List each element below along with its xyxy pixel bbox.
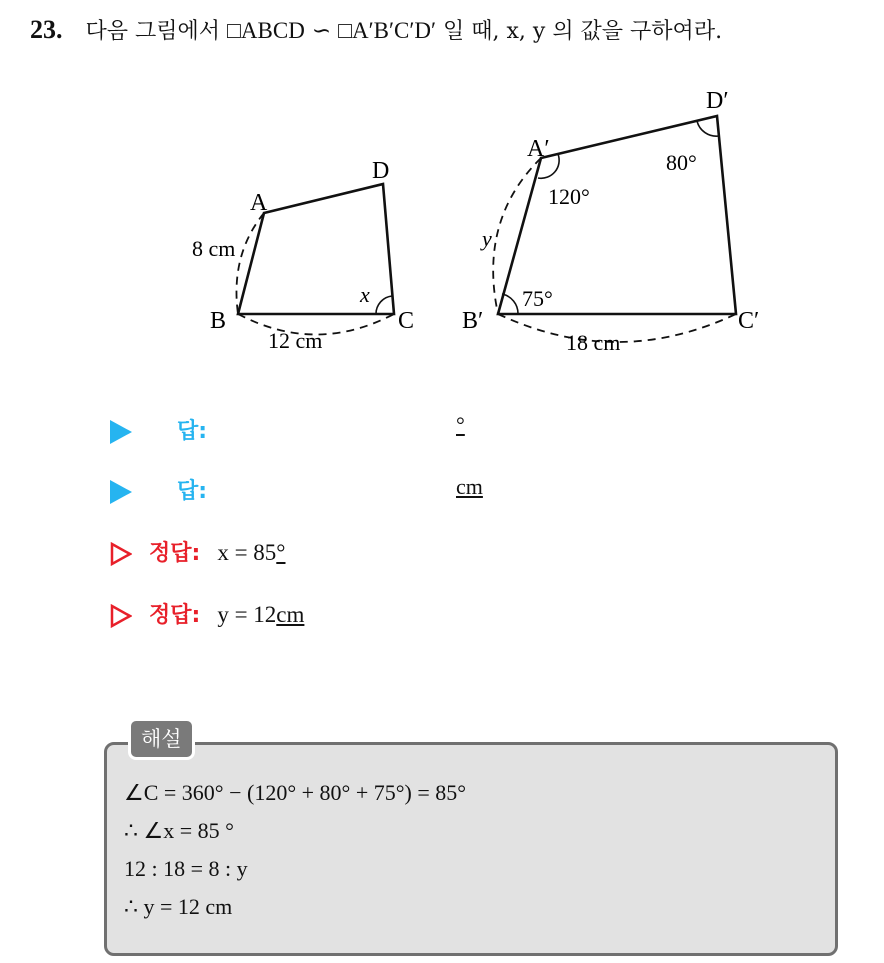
answer-label: 답: — [177, 479, 208, 504]
angle-d-prime-arc — [697, 121, 719, 136]
label-B-prime: B′ — [462, 308, 484, 334]
label-D-prime: D′ — [706, 88, 729, 114]
correct-arrow-icon — [110, 604, 132, 628]
label-angle-80: 80° — [666, 150, 697, 175]
label-C-prime: C′ — [738, 308, 760, 334]
label-A: A — [250, 190, 268, 216]
label-angle-120: 120° — [548, 184, 590, 209]
correct-expr: x = 85 — [217, 540, 277, 565]
question-text-prefix: 다음 그림에서 — [85, 19, 221, 44]
solution-line-1: ∠C = 360° − (120° + 80° + 75°) = 85° — [124, 780, 467, 805]
correct-arrow-icon — [110, 542, 132, 566]
correct-row-2 — [110, 598, 304, 629]
correct-label: 정답: — [149, 541, 201, 566]
label-angle-75: 75° — [522, 286, 553, 311]
label-side-ab: 8 cm — [192, 236, 236, 261]
quadrilateral-figure — [180, 80, 780, 370]
solution-line-3: 12 : 18 = 8 : y — [124, 856, 248, 881]
quad-abcd-prime: □A′B′C′D′ — [338, 18, 437, 43]
question-number: 23. — [30, 15, 63, 44]
label-angle-x: x — [360, 282, 370, 307]
correct-unit: cm — [276, 602, 305, 627]
label-D: D — [372, 158, 390, 184]
answer-unit: ° — [456, 412, 465, 437]
answer-label: 답: — [177, 419, 208, 444]
label-C: C — [398, 308, 415, 334]
correct-row-1 — [110, 536, 286, 567]
solution-box — [104, 742, 838, 956]
answer-blank-1[interactable] — [456, 412, 465, 438]
angle-c-arc — [376, 296, 392, 314]
quad-abcd: □ABCD — [227, 18, 305, 43]
solution-line-4: ∴ y = 12 cm — [124, 894, 233, 919]
label-side-y: y — [482, 226, 492, 251]
question-text-suffix: 일 때, x, y 의 값을 구하여라. — [443, 19, 723, 44]
correct-unit: ° — [276, 540, 286, 565]
label-side-bc-prime: 18 cm — [566, 330, 621, 355]
correct-expr: y = 12 — [217, 602, 277, 627]
correct-label: 정답: — [149, 603, 201, 628]
label-A-prime: A′ — [527, 136, 550, 162]
question-line — [30, 14, 722, 45]
solution-line-2: ∴ ∠x = 85 ° — [124, 818, 234, 843]
answer-row-1 — [110, 414, 207, 445]
answer-blank-2[interactable] — [456, 474, 483, 500]
answer-arrow-icon — [110, 480, 132, 504]
angle-b-prime-arc — [502, 294, 518, 314]
similar-symbol: ∽ — [311, 18, 332, 43]
answer-unit: cm — [456, 474, 483, 499]
label-side-bc: 12 cm — [268, 328, 323, 353]
label-B: B — [210, 308, 227, 334]
solution-tag: 해설 — [128, 718, 195, 760]
answer-row-2 — [110, 474, 207, 505]
answer-arrow-icon — [110, 420, 132, 444]
